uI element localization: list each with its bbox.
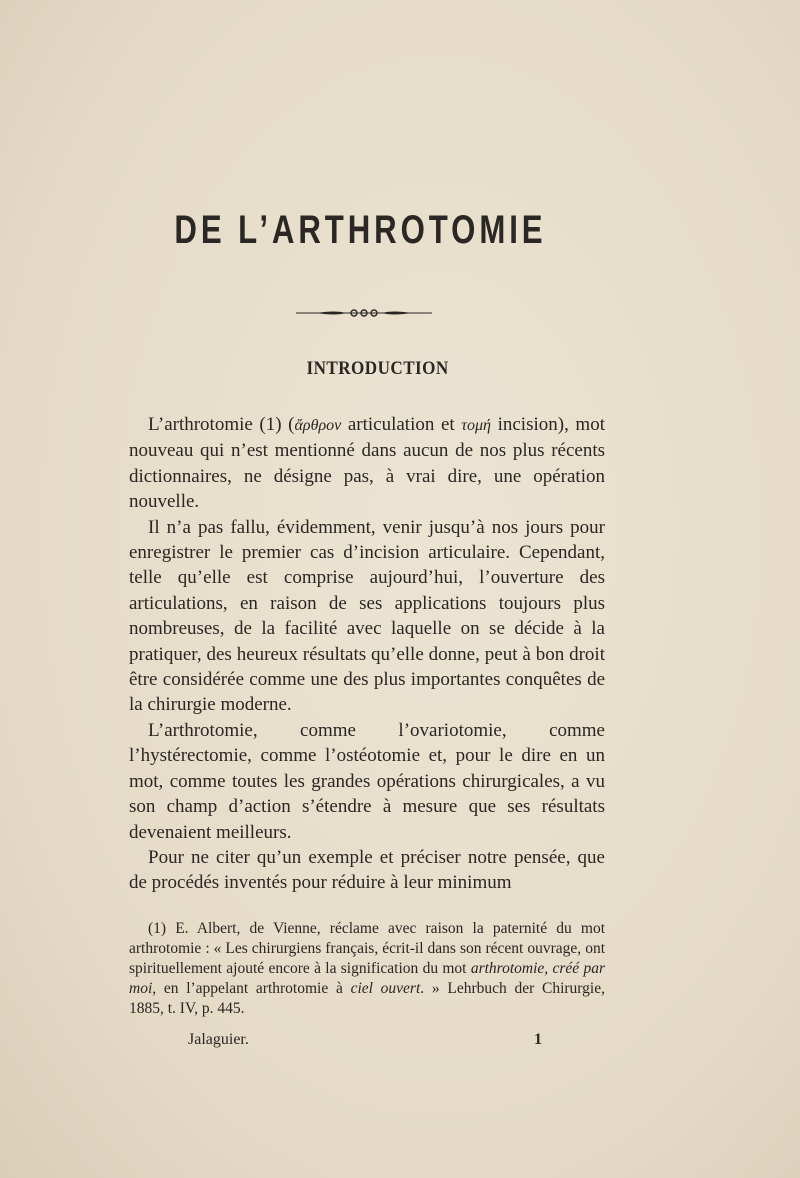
- text-run: , en l’appelant arthrotomie à: [152, 980, 351, 997]
- page-title: DE L’ARTHROTOMIE: [174, 208, 547, 252]
- paragraph: Il n’a pas fallu, évidemment, venir jusqu’à nos jours pour enregistrer le premier cas d’incision articulaire. Cependant, telle qu’elle est comprise aujourd’hui, l’ouverture des articulations, en raison de ses applications toujours plus nombreuses, de la facilité avec laquelle on se décide à la pratiquer, des heureux résultats qu’elle donne, peut à bon droit être considérée comme une des plus importantes conquêtes de la chirurgie moderne.: [129, 516, 605, 716]
- emphasis: ciel ouvert: [350, 980, 421, 997]
- emphasis: arthrotomie, créé par moi: [129, 960, 605, 997]
- greek-word: τομή: [461, 417, 491, 434]
- ornament-divider: [296, 306, 432, 320]
- text-run: (1) E. Albert, de Vienne, réclame avec raison la paternité du mot arthrotomie : « Les chirurgiens français, écrit-il dans son récent ouvrage, ont spirituellement ajouté encore à la signification du mot: [129, 920, 605, 977]
- section-heading: INTRODUCTION: [306, 358, 449, 379]
- signature-mark: Jalaguier.: [188, 1031, 249, 1048]
- paragraph: L’arthrotomie, comme l’ovariotomie, comme l’hystérectomie, comme l’ostéotomie et, pour le dire en un mot, comme toutes les grandes opérations chirurgicales, a vu son champ d’action s’étendre à mesure que ses résultats devenaient meilleurs.: [129, 719, 605, 843]
- text-run: articulation et: [341, 414, 462, 435]
- paragraph: [129, 412, 605, 515]
- page-number: 1: [534, 1031, 542, 1048]
- greek-word: ἄρθρον: [294, 417, 342, 434]
- body-text: [129, 412, 605, 896]
- footnote: [129, 919, 605, 1019]
- paragraph: Pour ne citer qu’un exemple et préciser notre pensée, que de procédés inventés pour réduire à leur minimum: [129, 846, 605, 894]
- text-run: L’arthrotomie (1) (: [148, 414, 295, 435]
- text-run: . » Lehrbuch der Chirurgie, 1885, t. IV, p. 445.: [129, 980, 605, 1017]
- text-run: incision), mot nouveau qui n’est mentionné dans aucun de nos plus récents dictionnaires, ne désigne pas, à vrai dire, une opération nouvelle.: [129, 414, 605, 513]
- footnote-paragraph: [129, 919, 605, 1019]
